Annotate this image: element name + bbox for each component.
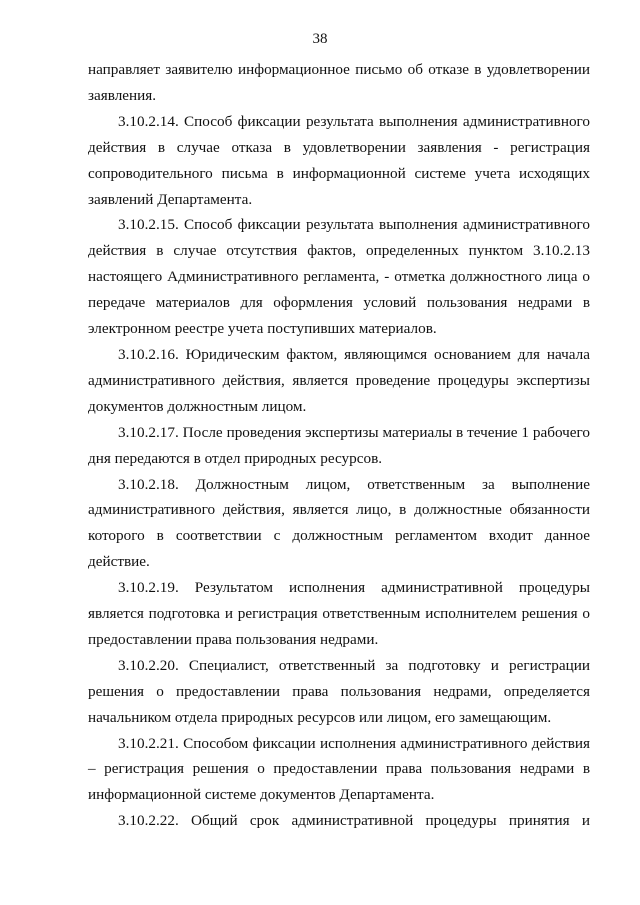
paragraph: 3.10.2.14. Способ фиксации результата выполнения административного действия в случае отказа в удовлетворении заявления - регистрация сопроводительного письма в информационной системе учета исходящих заявлений Департамента. bbox=[88, 112, 590, 208]
paragraph: 3.10.2.18. Должностным лицом, ответственным за выполнение административного действия, является лицо, в должностные обязанности которого в соответствии с должностным регламентом входит данное действие. bbox=[88, 475, 590, 571]
paragraph: 3.10.2.22. Общий срок административной процедуры принятия и bbox=[118, 812, 590, 830]
page-number: 38 bbox=[312, 31, 328, 47]
paragraph: 3.10.2.19. Результатом исполнения административной процедуры является подготовка и регистрация ответственным исполнителем решения о предоставлении права пользования недрами. bbox=[88, 579, 590, 648]
paragraph: 3.10.2.20. Специалист, ответственный за подготовку и регистрации решения о предоставлении права пользования недрами, определяется начальником отдела природных ресурсов или лицом, его замещающим. bbox=[88, 656, 590, 726]
paragraph: направляет заявителю информационное письмо об отказе в удовлетворении заявления. bbox=[88, 61, 590, 104]
paragraph: 3.10.2.15. Способ фиксации результата выполнения административного действия в случае отсутствия фактов, определенных пунктом 3.10.2.13 настоящего Административного регламента, - отметка должностного лица о передаче материалов для оформления условий пользования недрами в электронном реестре учета поступивших материалов. bbox=[88, 216, 590, 338]
paragraph: 3.10.2.16. Юридическим фактом, являющимся основанием для начала административного действия, является проведение процедуры экспертизы документов должностным лицом. bbox=[88, 345, 590, 415]
document-body bbox=[88, 57, 590, 834]
paragraph: 3.10.2.17. После проведения экспертизы материалы в течение 1 рабочего дня передаются в отдел природных ресурсов. bbox=[88, 423, 590, 467]
paragraph: 3.10.2.21. Способом фиксации исполнения административного действия – регистрация решения о предоставлении права пользования недрами в информационной системе документов Департамента. bbox=[88, 734, 590, 804]
